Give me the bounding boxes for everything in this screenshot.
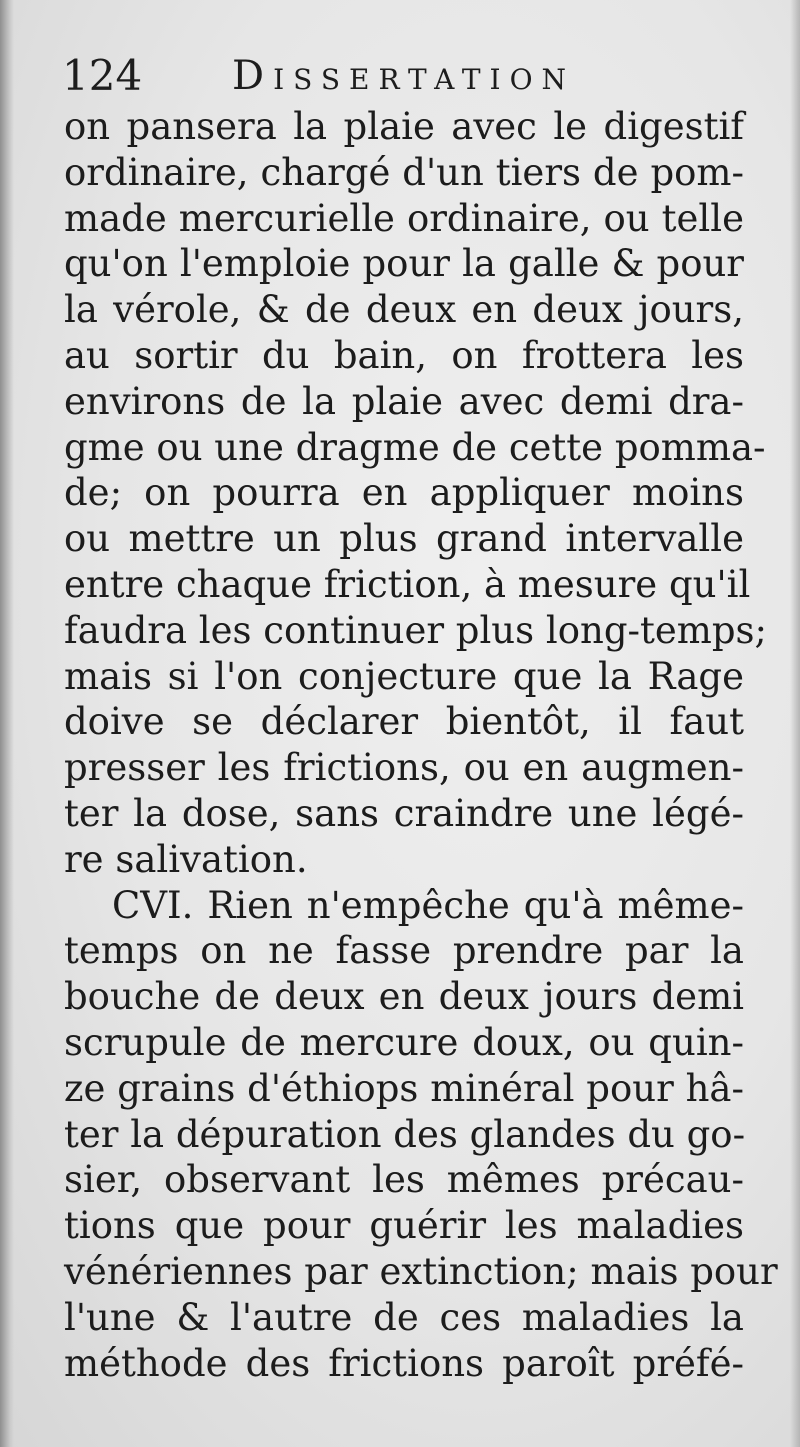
text-line: presser les frictions, ou en augmen- — [64, 746, 744, 790]
text-line: doive se déclarer bientôt, il faut — [64, 700, 744, 744]
text-line: temps on ne fasse prendre par la — [64, 929, 744, 973]
page-shadow-left — [0, 0, 14, 1447]
text-line-section-start: CVI. Rien n'empêche qu'à même- — [112, 883, 744, 927]
page-shadow-right — [790, 0, 800, 1447]
text-line: au sortir du bain, on frottera les — [64, 333, 744, 377]
text-line: mais si l'on conjecture que la Rage — [64, 654, 744, 698]
text-line: scrupule de mercure doux, ou quin- — [64, 1020, 744, 1064]
text-line: ter la dépuration des glandes du go- — [64, 1112, 746, 1156]
text-line: méthode des frictions paroît préfé- — [64, 1341, 744, 1385]
text-line: ze grains d'éthiops minéral pour hâ- — [64, 1066, 744, 1110]
page-header — [62, 48, 742, 104]
text-line: ordinaire, chargé d'un tiers de pom- — [64, 150, 744, 194]
text-line: vénériennes par extinction; mais pour — [64, 1249, 778, 1293]
text-line: faudra les continuer plus long-temps; — [64, 608, 767, 652]
body-text — [64, 104, 778, 1386]
text-line: made mercurielle ordinaire, ou telle — [64, 196, 744, 240]
text-line: l'une & l'autre de ces maladies la — [64, 1295, 744, 1339]
text-line: on pansera la plaie avec le digestif — [64, 105, 744, 148]
text-line-paragraph-end: re salivation. — [64, 837, 308, 881]
text-line: ou mettre un plus grand intervalle — [64, 517, 744, 561]
running-head: Dissertation — [232, 53, 576, 99]
text-line: la vérole, & de deux en deux jours, — [64, 288, 744, 332]
text-line: ter la dose, sans craindre une légé- — [64, 791, 744, 835]
text-line: entre chaque friction, à mesure qu'il — [64, 562, 751, 606]
text-line: sier, observant les mêmes précau- — [64, 1158, 744, 1202]
text-line: de; on pourra en appliquer moins — [64, 471, 744, 515]
text-line: qu'on l'emploie pour la galle & pour — [64, 242, 744, 286]
text-line: gme ou une dragme de cette pomma- — [64, 425, 766, 469]
text-line: bouche de deux en deux jours demi — [64, 975, 744, 1019]
text-line: environs de la plaie avec demi dra- — [64, 379, 744, 423]
text-line: tions que pour guérir les maladies — [64, 1204, 744, 1248]
page-number: 124 — [62, 51, 143, 100]
